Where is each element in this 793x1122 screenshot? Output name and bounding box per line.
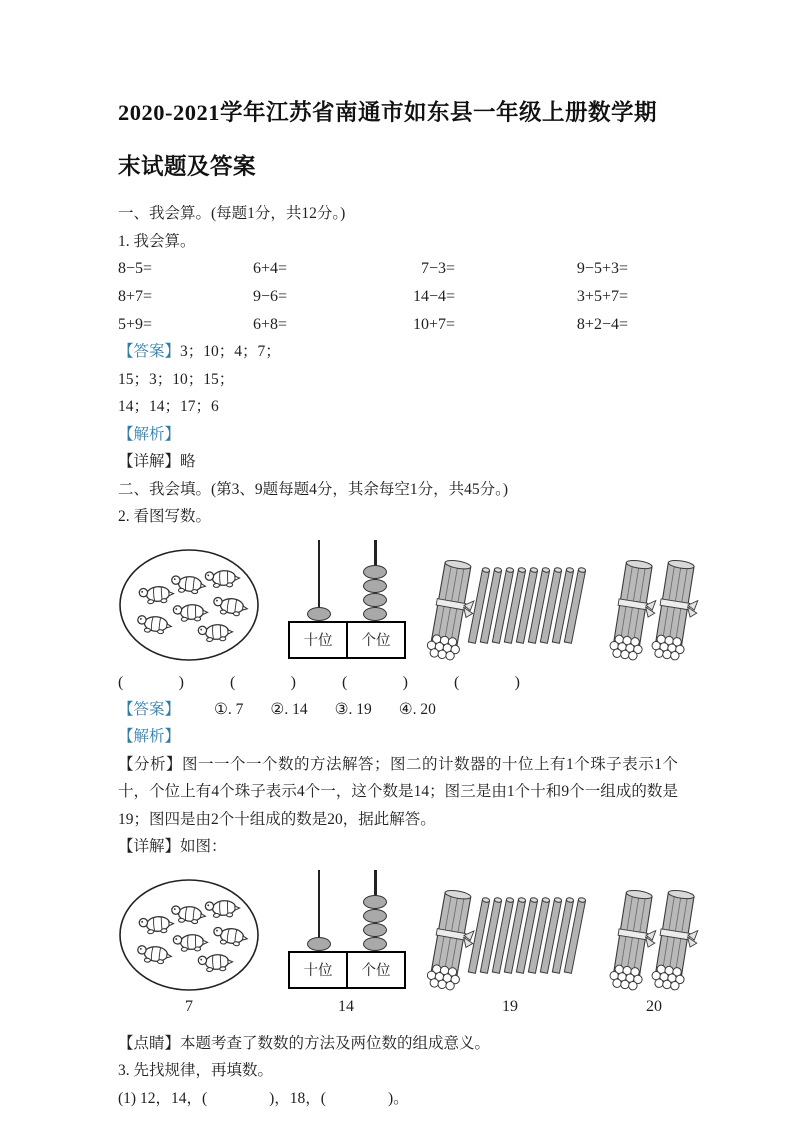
- document-content: [118, 86, 678, 1112]
- answer-item: ③. 19: [334, 700, 372, 718]
- xiangjie-label: 【详解】: [118, 453, 181, 471]
- arithmetic-problem: 9−5+3=: [576, 260, 628, 277]
- answer-item: ①. 7: [214, 700, 244, 718]
- q2-answer-line: [118, 696, 678, 724]
- jiexi-label: 【解析】: [118, 425, 181, 443]
- turtles-figure: [118, 548, 260, 662]
- turtles-ellipse-icon: [118, 548, 260, 662]
- figure-answer-value: 20: [646, 997, 662, 1015]
- abacus-base-box: [288, 621, 406, 659]
- section1-heading: 一、我会算。(每题1分，共12分。): [118, 205, 346, 222]
- figure-answer-value: 7: [185, 997, 193, 1015]
- figure-row-question: [118, 540, 678, 662]
- arithmetic-grid: [118, 255, 678, 338]
- abacus-figure-answer: [288, 870, 404, 1018]
- sticks-19-icon: [426, 888, 594, 992]
- ones-place-label: 个位: [361, 633, 391, 650]
- abacus-bead: [363, 909, 387, 923]
- abacus-bead: [363, 607, 387, 621]
- abacus-bead: [363, 565, 387, 579]
- turtles-ellipse-icon: [118, 878, 260, 992]
- dianjing-text: 本题考查了数数的方法及两位数的组成意义。: [180, 1034, 491, 1052]
- sticks-19-figure-answer: [426, 888, 594, 1018]
- sticks-19-icon: [426, 558, 594, 662]
- abacus-bead: [363, 895, 387, 909]
- fenxi-paragraph: [118, 751, 678, 834]
- arithmetic-problem: 5+9=: [118, 315, 153, 333]
- question1-label: 1. 我会算。: [118, 232, 196, 250]
- question3-label: 3. 先找规律，再填数。: [118, 1062, 274, 1080]
- xiangjie-line: [118, 833, 678, 861]
- figure-row-answer: [118, 870, 678, 1018]
- arithmetic-problem: 8+2−4=: [576, 315, 628, 333]
- question3-item1: (1) 12，14，( )，18，( )。: [118, 1089, 409, 1107]
- arithmetic-problem: 14−4=: [412, 287, 455, 305]
- answer-blank: ( ): [230, 673, 296, 691]
- abacus-bead: [363, 579, 387, 593]
- sticks-20-figure: [606, 558, 702, 662]
- arithmetic-problem: 8+7=: [118, 287, 153, 305]
- question2-label: 2. 看图写数。: [118, 508, 212, 526]
- answer-line-3: 14；14；17；6: [118, 398, 219, 416]
- place-value-counter: [288, 870, 404, 986]
- answer-text: 3；10；4；7；: [180, 343, 281, 361]
- figure-answer-value: 19: [502, 997, 518, 1015]
- answer-item: ②. 14: [270, 700, 308, 718]
- sticks-20-figure-answer: [606, 888, 702, 1018]
- dianjing-line: [118, 1030, 678, 1058]
- abacus-figure: [288, 540, 404, 662]
- answer-label: 【答案】: [118, 343, 181, 361]
- dianjing-label: 【点睛】: [118, 1034, 181, 1052]
- jiexi-label: 【解析】: [118, 728, 181, 746]
- tens-place-label: 十位: [290, 953, 348, 987]
- xiangjie-line: [118, 448, 678, 476]
- answer-label: 【答案】: [118, 700, 181, 718]
- arithmetic-problem: 6+4=: [253, 260, 288, 277]
- arithmetic-problem: 6+8=: [253, 315, 288, 333]
- answer-item: ④. 20: [398, 700, 436, 718]
- fenxi-label: 【分析】: [118, 755, 182, 773]
- abacus-bead: [307, 607, 331, 621]
- answer-blank: ( ): [454, 673, 520, 691]
- abacus-bead: [363, 923, 387, 937]
- abacus-bead: [307, 937, 331, 951]
- answer-blanks-row: [118, 670, 678, 696]
- answer-blank: ( ): [118, 673, 184, 691]
- answer-blank: ( ): [342, 673, 408, 691]
- sticks-20-icon: [606, 888, 702, 992]
- ones-place-label: 个位: [361, 963, 391, 980]
- sticks-19-figure: [426, 558, 594, 662]
- xiangjie-text: 如图：: [180, 838, 227, 856]
- abacus-bead: [363, 593, 387, 607]
- document-title: 2020-2021学年江苏省南通市如东县一年级上册数学期末试题及答案: [118, 100, 657, 179]
- arithmetic-problem: 8−5=: [118, 260, 153, 277]
- answer-line-1: [118, 338, 678, 366]
- arithmetic-problem: 3+5+7=: [576, 287, 628, 305]
- place-value-counter: [288, 540, 404, 656]
- arithmetic-problem: 7−3=: [420, 260, 455, 277]
- sticks-20-icon: [606, 558, 702, 662]
- arithmetic-problem: 9−6=: [253, 287, 288, 305]
- abacus-bead: [363, 937, 387, 951]
- xiangjie-text: 略: [180, 453, 196, 471]
- arithmetic-problem: 10+7=: [412, 315, 455, 333]
- abacus-base-box: [288, 951, 406, 989]
- answer-line-2: 15；3；10；15；: [118, 370, 235, 388]
- section2-heading: 二、我会填。(第3、9题每题4分，其余每空1分，共45分。): [118, 480, 509, 498]
- tens-place-label: 十位: [290, 623, 348, 657]
- xiangjie-label: 【详解】: [118, 838, 181, 856]
- figure-answer-value: 14: [338, 997, 354, 1015]
- fenxi-text: 图一一个一个数的方法解答；图二的计数器的十位上有1个珠子表示1个十，个位上有4个珠子表示4个一，这个数是14；图三是由1个十和9个一组成的数是19；图四是由2个十组成的数是20，据此解答。: [118, 755, 678, 828]
- turtles-figure-answer: [118, 878, 260, 1018]
